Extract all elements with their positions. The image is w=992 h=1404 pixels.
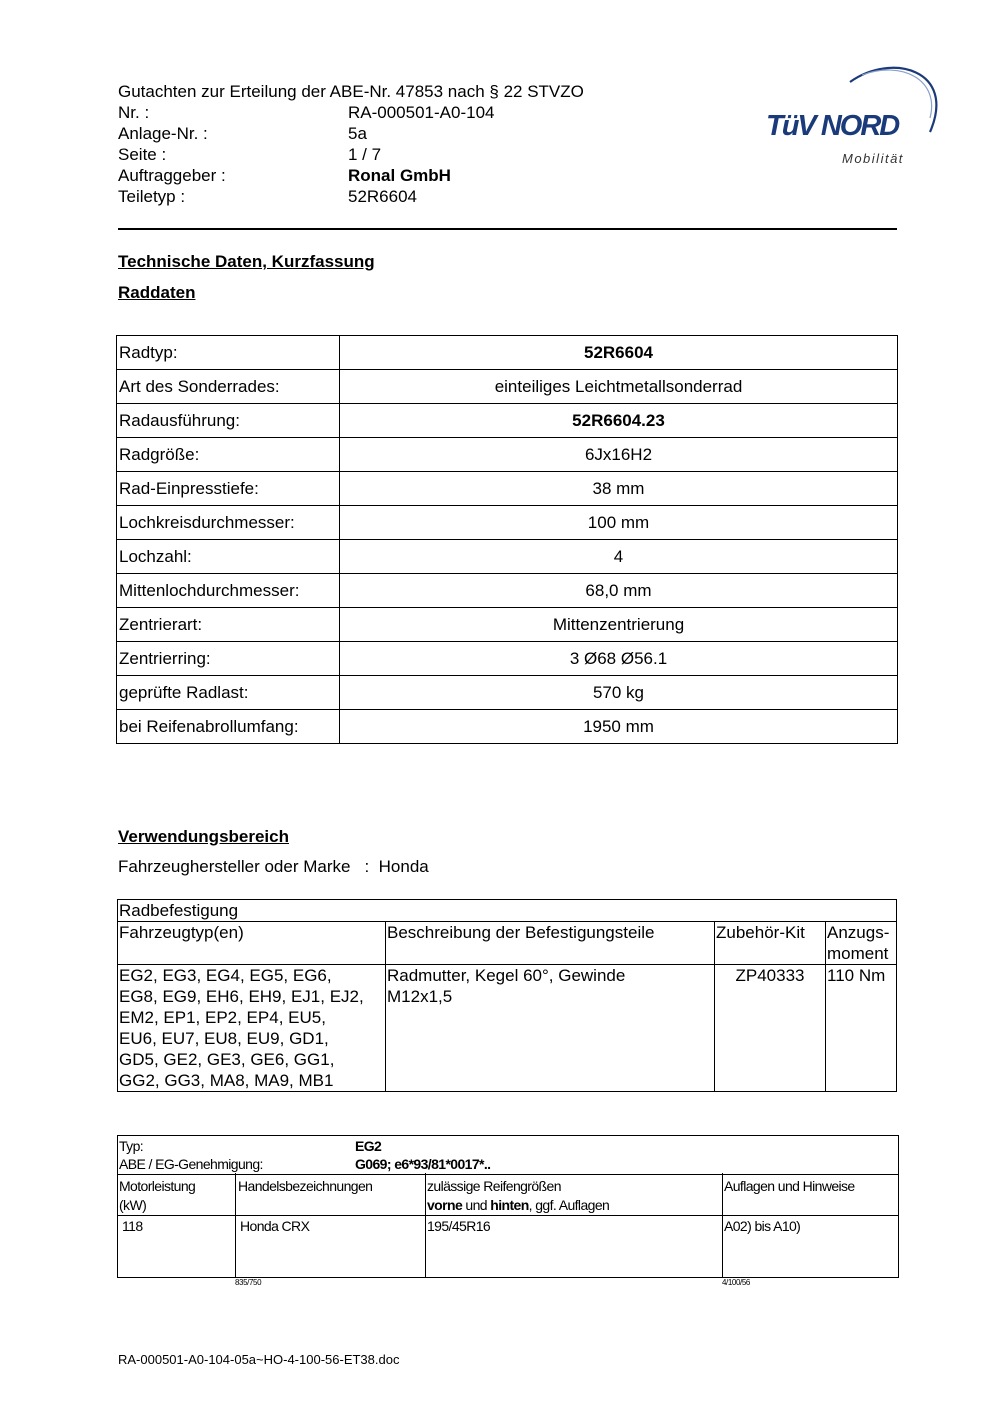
footer-filename: RA-000501-A0-104-05a~HO-4-100-56-ET38.doc xyxy=(118,1352,400,1367)
raddaten-label: Lochzahl: xyxy=(117,540,340,574)
fahrzeugtypen-cell xyxy=(118,965,386,1092)
header-row-value: 5a xyxy=(348,124,367,143)
raddaten-label: geprüfte Radlast: xyxy=(117,676,340,710)
col-divider xyxy=(722,1173,723,1277)
moment-cell: 110 Nm xyxy=(826,965,897,1092)
raddaten-table xyxy=(116,335,898,744)
row-name: Honda CRX xyxy=(240,1218,310,1234)
hinten-text: hinten xyxy=(490,1197,529,1213)
raddaten-row xyxy=(117,676,898,710)
types-line: GG2, GG3, MA8, MA9, MB1 xyxy=(119,1071,334,1090)
raddaten-value: 52R6604 xyxy=(340,336,898,370)
col4-header: Auflagen und Hinweise xyxy=(724,1178,855,1194)
header-row-label: Teiletyp : xyxy=(118,187,186,206)
header-fahrzeugtyp: Fahrzeugtyp(en) xyxy=(118,922,386,965)
row-kw: 118 xyxy=(122,1218,143,1234)
col3-header-2 xyxy=(427,1196,609,1214)
raddaten-label: Radgröße: xyxy=(117,438,340,472)
beschreibung-line: Radmutter, Kegel 60°, Gewinde xyxy=(387,966,626,985)
header-row-value: 1 / 7 xyxy=(348,145,382,164)
raddaten-row xyxy=(117,336,898,370)
typ-label: Typ: xyxy=(119,1138,144,1154)
types-line: EG8, EG9, EH6, EH9, EJ1, EJ2, xyxy=(119,987,364,1006)
raddaten-label: Rad-Einpresstiefe: xyxy=(117,472,340,506)
header-row-label: Nr. : xyxy=(118,103,150,122)
raddaten-row xyxy=(117,574,898,608)
typ-value: EG2 xyxy=(355,1138,382,1154)
col-divider xyxy=(235,1173,236,1277)
raddaten-value: 4 xyxy=(340,540,898,574)
header-row-divider xyxy=(118,1215,898,1216)
raddaten-label: Zentrierring: xyxy=(117,642,340,676)
col-divider xyxy=(425,1173,426,1277)
raddaten-row xyxy=(117,370,898,404)
marke-line xyxy=(118,857,429,877)
raddaten-row xyxy=(117,438,898,472)
header-beschreibung: Beschreibung der Befestigungsteile xyxy=(386,922,715,965)
raddaten-value: 570 kg xyxy=(340,676,898,710)
raddaten-value: einteiliges Leichtmetallsonderrad xyxy=(340,370,898,404)
raddaten-row xyxy=(117,710,898,744)
header-row-value: 52R6604 xyxy=(348,187,418,206)
raddaten-row xyxy=(117,404,898,438)
marke-label: Fahrzeughersteller oder Marke xyxy=(118,857,351,876)
col1-header-2: (kW) xyxy=(119,1197,147,1213)
raddaten-label: Art des Sonderrades: xyxy=(117,370,340,404)
types-line: EG2, EG3, EG4, EG5, EG6, xyxy=(119,966,332,985)
vorne-text: vorne xyxy=(427,1197,463,1213)
beschreibung-cell xyxy=(386,965,715,1092)
header-row-label: Auftraggeber : xyxy=(118,166,226,185)
header-divider xyxy=(118,228,897,230)
document-title: Gutachten zur Erteilung der ABE-Nr. 47853 nach § 22 STVZO xyxy=(118,82,584,101)
raddaten-row xyxy=(117,472,898,506)
header-row-value: Ronal GmbH xyxy=(348,166,451,185)
header-row-label: Seite : xyxy=(118,145,167,164)
raddaten-value: 1950 mm xyxy=(340,710,898,744)
col2-header: Handelsbezeichnungen xyxy=(238,1178,373,1194)
row-notes: A02) bis A10) xyxy=(724,1218,801,1234)
raddaten-value: 38 mm xyxy=(340,472,898,506)
befestigung-table xyxy=(117,899,897,1092)
tech-data-title: Technische Daten, Kurzfassung xyxy=(118,252,375,271)
raddaten-row xyxy=(117,642,898,676)
raddaten-label: Mittenlochdurchmesser: xyxy=(117,574,340,608)
raddaten-title: Raddaten xyxy=(118,283,196,302)
col1-header-1: Motorleistung xyxy=(119,1178,196,1194)
small-note-left: 835/750 xyxy=(235,1278,262,1287)
header-row-label: Anlage-Nr. : xyxy=(118,124,208,143)
typ-table xyxy=(117,1135,899,1278)
raddaten-label: Radtyp: xyxy=(117,336,340,370)
header-anzug-2: moment xyxy=(827,944,889,963)
kit-cell: ZP40333 xyxy=(715,965,826,1092)
raddaten-label: Zentrierart: xyxy=(117,608,340,642)
abe-value: G069; e6*93/81*0017*.. xyxy=(355,1156,491,1172)
befestigung-title: Radbefestigung xyxy=(118,900,897,922)
small-note-right: 4/100/56 xyxy=(722,1278,750,1287)
raddaten-value: 52R6604.23 xyxy=(340,404,898,438)
header-kit: Zubehör-Kit xyxy=(715,922,826,965)
row-tyre: 195/45R16 xyxy=(427,1218,491,1234)
und-text: und xyxy=(462,1197,491,1213)
marke-value: Honda xyxy=(378,857,429,876)
types-line: EM2, EP1, EP2, EP4, EU5, xyxy=(119,1008,326,1027)
header-row-value: RA-000501-A0-104 xyxy=(348,103,495,122)
tuv-nord-logo xyxy=(762,60,942,170)
auflagen-text: , ggf. Auflagen xyxy=(528,1197,610,1213)
header-anzug-1: Anzugs- xyxy=(827,923,890,942)
types-line: GD5, GE2, GE3, GE6, GG1, xyxy=(119,1050,335,1069)
verwendung-title: Verwendungsbereich xyxy=(118,827,289,846)
logo-sub-text: Mobilität xyxy=(842,151,904,166)
header-anzugsmoment xyxy=(826,922,897,965)
raddaten-value: Mittenzentrierung xyxy=(340,608,898,642)
logo-brand-text: TüV NORD xyxy=(766,110,899,142)
raddaten-value: 68,0 mm xyxy=(340,574,898,608)
marke-sep: : xyxy=(364,857,370,876)
raddaten-value: 100 mm xyxy=(340,506,898,540)
abe-label: ABE / EG-Genehmigung: xyxy=(119,1156,263,1172)
raddaten-label: Lochkreisdurchmesser: xyxy=(117,506,340,540)
raddaten-value: 3 Ø68 Ø56.1 xyxy=(340,642,898,676)
raddaten-value: 6Jx16H2 xyxy=(340,438,898,472)
raddaten-row xyxy=(117,608,898,642)
raddaten-label: bei Reifenabrollumfang: xyxy=(117,710,340,744)
col3-header-1: zulässige Reifengrößen xyxy=(427,1178,561,1194)
raddaten-label: Radausführung: xyxy=(117,404,340,438)
raddaten-row xyxy=(117,506,898,540)
types-line: EU6, EU7, EU8, EU9, GD1, xyxy=(119,1029,329,1048)
raddaten-row xyxy=(117,540,898,574)
beschreibung-line: M12x1,5 xyxy=(387,987,453,1006)
